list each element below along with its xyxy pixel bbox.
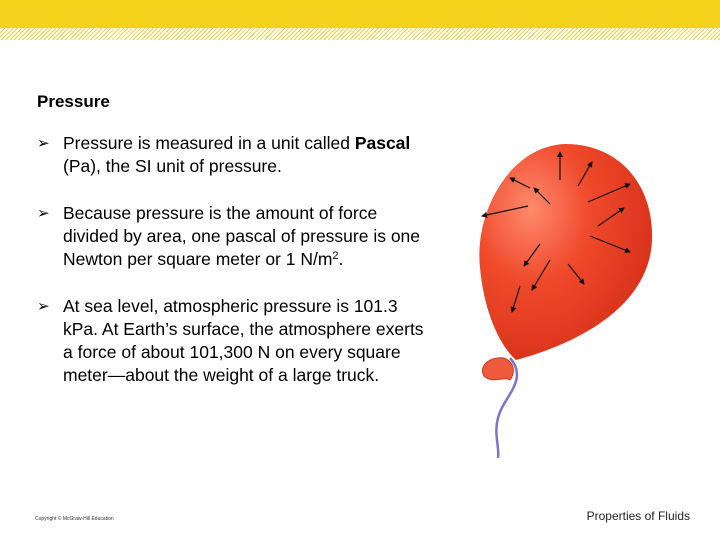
balloon-knot [482, 358, 513, 380]
bullet-pascal-unit [37, 132, 437, 178]
footer-title: Properties of Fluids [586, 509, 690, 523]
bullet-bold-term: Pascal [354, 133, 411, 153]
bullet-text: . [338, 249, 344, 269]
header-band [0, 0, 720, 28]
balloon-body [479, 144, 652, 360]
copyright-notice: Copyright © McGraw-Hill Education [35, 516, 114, 522]
superscript: 2 [332, 250, 339, 262]
arrowhead-bullet-icon: ➢ [37, 297, 50, 315]
balloon-illustration [470, 140, 660, 460]
bullet-sea-level [37, 295, 437, 387]
arrowhead-bullet-icon: ➢ [37, 204, 50, 222]
bullet-text: At sea level, atmospheric pressure is 101.3 kPa. At Earth’s surface, the atmosphere exerts a force of about 101,300 N on every square meter—about the weight of a large truck. [63, 296, 424, 385]
bullet-text: Because pressure is the amount of force divided by area, one pascal of pressure is one Newton per square meter or 1 N/m [63, 203, 421, 269]
bullet-text: Pressure is measured in a unit called [63, 133, 355, 153]
arrowhead-bullet-icon: ➢ [37, 134, 50, 152]
bullet-pascal-definition [37, 202, 437, 271]
bullet-list [37, 132, 437, 387]
bullet-text: (Pa), the SI unit of pressure. [63, 156, 282, 176]
slide-title: Pressure [37, 92, 110, 111]
header-hatch-band [0, 28, 720, 40]
